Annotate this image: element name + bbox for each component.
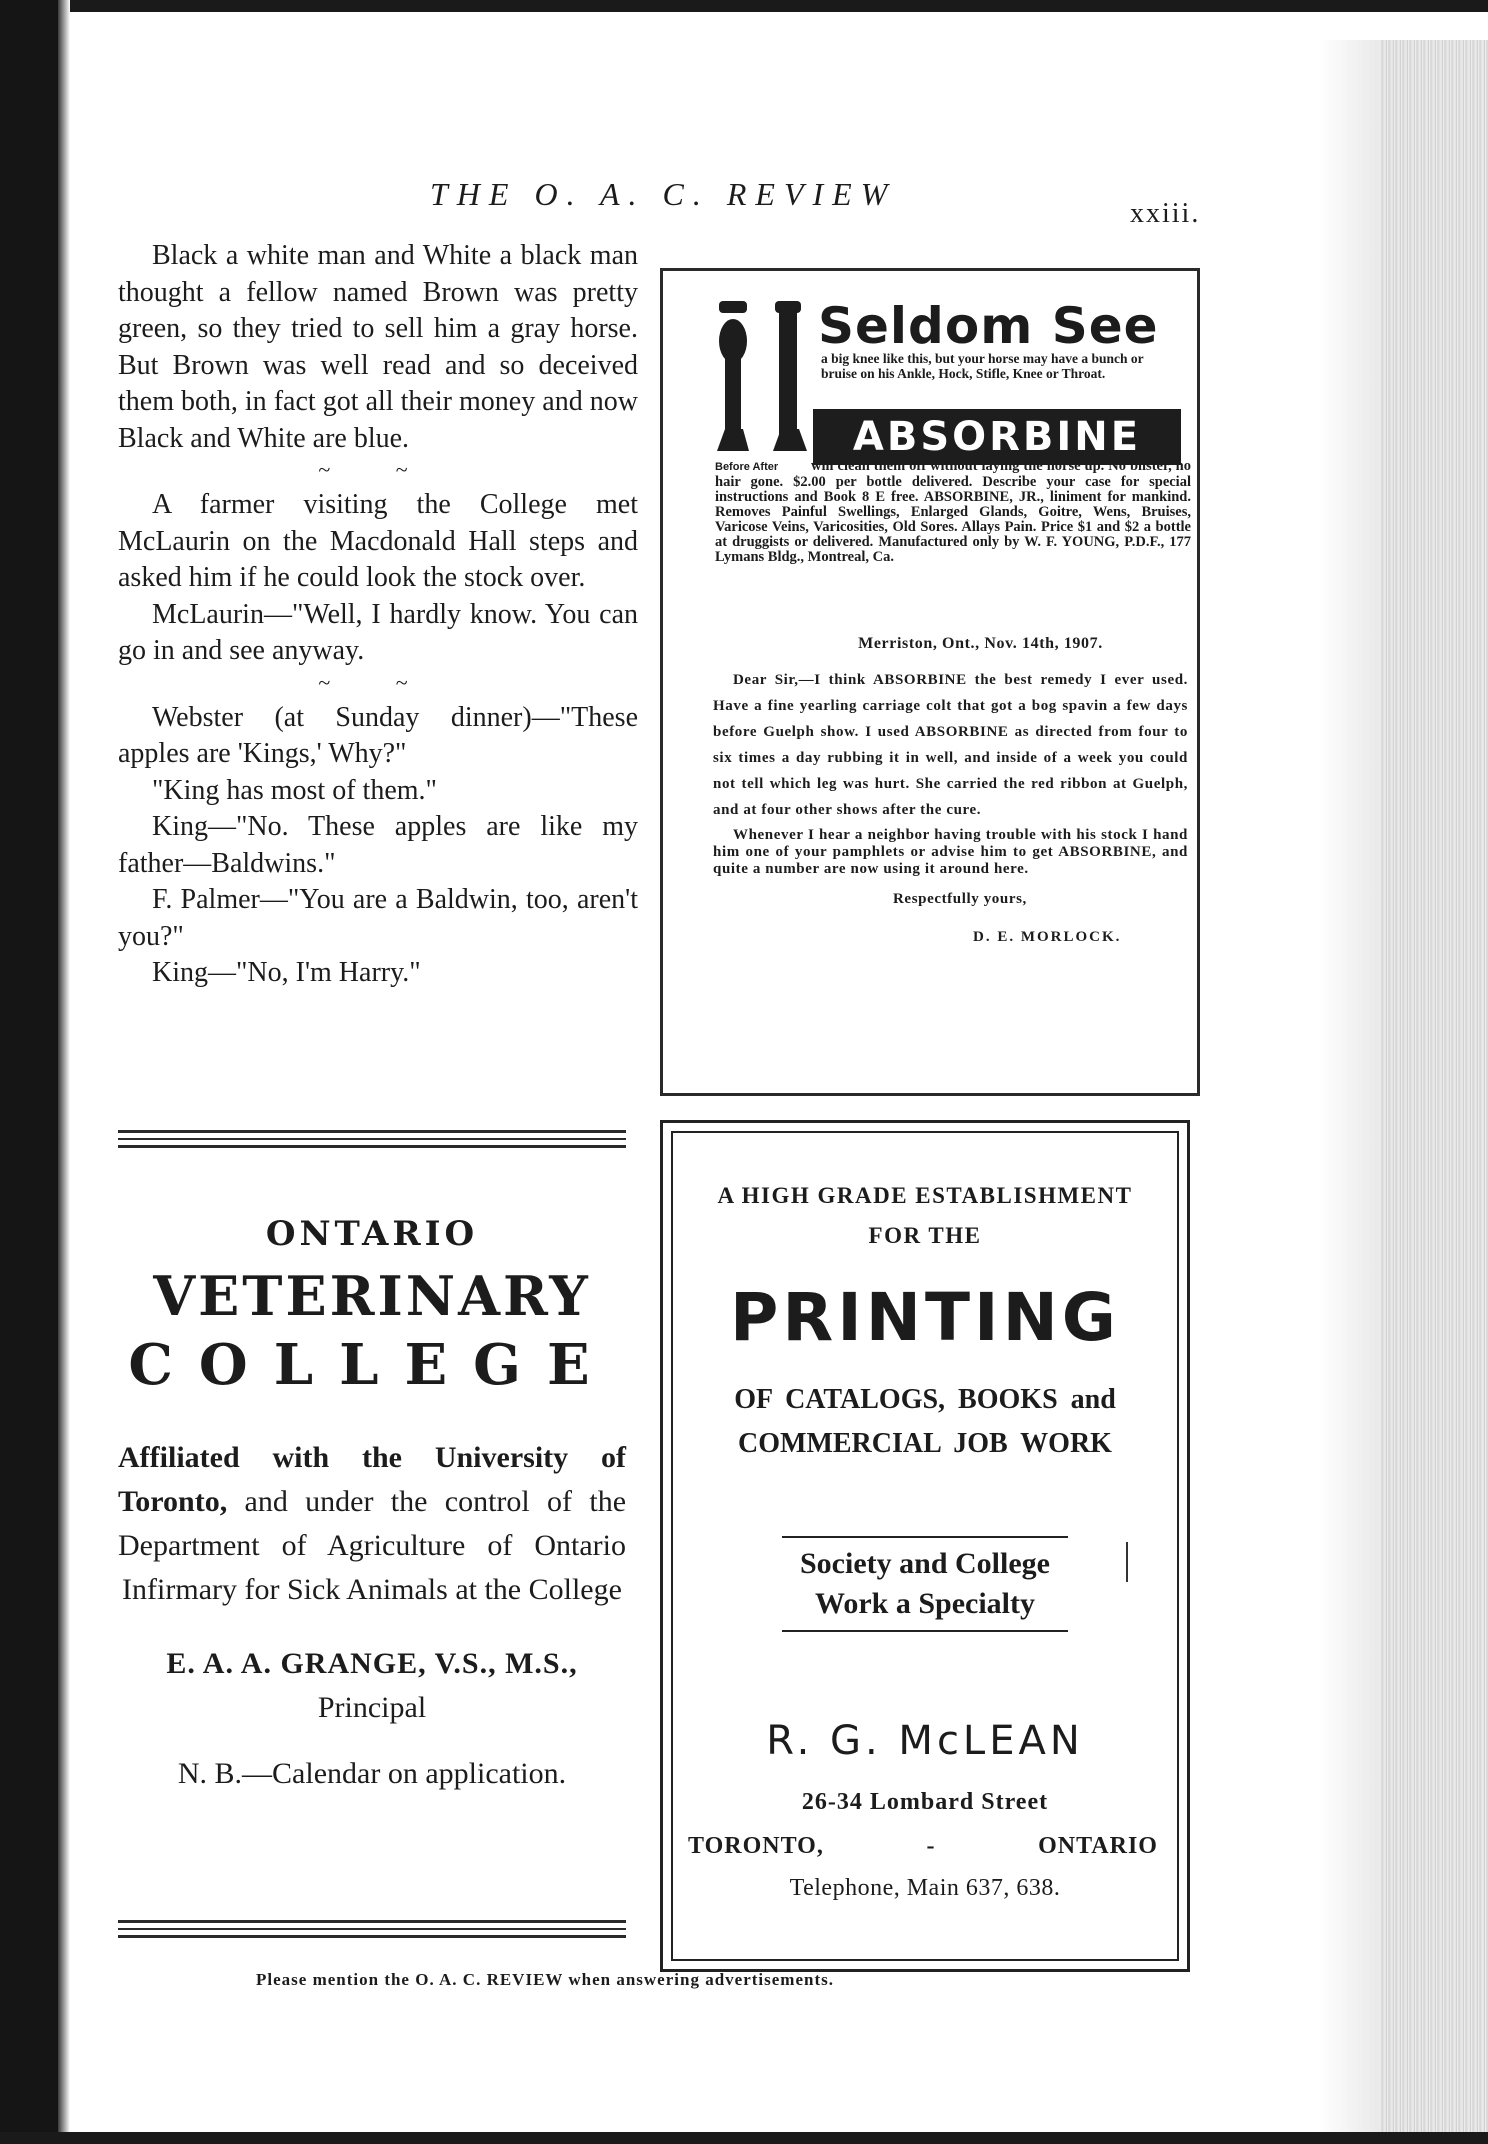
ad-subhead: a big knee like this, but your horse may have a bunch or bruise on his Ankle, Hock, Stifle, Knee or Throat. bbox=[821, 351, 1144, 381]
printing-intro-line: A HIGH GRADE ESTABLISHMENT bbox=[717, 1183, 1133, 1208]
printing-services-line: COMMERCIAL JOB WORK bbox=[738, 1428, 1112, 1459]
printing-intro bbox=[660, 1176, 1190, 1256]
printer-city-row bbox=[660, 1824, 1190, 1868]
printing-specialty-line: Society and College bbox=[800, 1547, 1050, 1580]
joke-paragraph: F. Palmer—"You are a Baldwin, too, aren't you?" bbox=[118, 884, 638, 952]
joke-paragraph: "King has most of them." bbox=[152, 774, 437, 806]
ovc-title-line3: COLLEGE bbox=[128, 1332, 616, 1398]
joke-paragraph: McLaurin—"Well, I hardly know. You can go in and see anyway. bbox=[118, 598, 638, 666]
absorbine-advertisement bbox=[660, 268, 1200, 1096]
before-after-caption: Before After bbox=[715, 461, 779, 473]
ad-body-copy bbox=[715, 459, 1191, 565]
letter-body: Dear Sir,—I think ABSORBINE the best remedy I ever used. Have a fine yearling carriage colt that got a bog spavin a few days before Guelph show. I used ABSORBINE as directed from four to six times a day rubbing it in well, and inside of a week you could not tell which leg was hurt. She carried the red ribbon at Guelph, and at four other shows after the cure. bbox=[713, 672, 1188, 818]
scan-bottom-edge bbox=[0, 2132, 1488, 2144]
page-number: xxiii. bbox=[1130, 198, 1201, 229]
ad-headline: Seldom See bbox=[818, 297, 1159, 355]
printer-street: 26-34 Lombard Street bbox=[801, 1789, 1049, 1815]
ovc-title-line1: ONTARIO bbox=[265, 1214, 479, 1254]
page-stack-shadow bbox=[1318, 40, 1380, 2144]
binding-gradient bbox=[58, 0, 70, 2144]
letter-body: Whenever I hear a neighbor having trouble with his stock I hand him one of your pamphlets or advise him to get ABSORBINE, and quite a number are now using it around here. bbox=[713, 827, 1188, 877]
ad-body-text: will clean them off without laying the horse up. No blister, no hair gone. $2.00 per bottle delivered. Describe your case for special instructions and Book 8 E free. ABSORBINE, JR., liniment for mankind. Removes Painful Swellings, Enlarged Glands, Goitre, Wens, Bruises, Varicose Veins, Varicosities, Old Sores. Allays Pain. Price $1 and $2 a bottle at druggists or delivered. Manufactured only by W. F. YOUNG, P.D.F., 177 Lymans Bldg., Montreal, Ca. bbox=[715, 458, 1191, 565]
ovc-calendar-note: N. B.—Calendar on application. bbox=[177, 1757, 567, 1790]
printing-services-line: OF CATALOGS, BOOKS and bbox=[734, 1384, 1116, 1415]
specialty-rule-bottom bbox=[782, 1630, 1068, 1632]
ovc-principal-title: Principal bbox=[317, 1691, 427, 1724]
footer-note: Please mention the O. A. C. REVIEW when answering advertisements. bbox=[256, 1970, 834, 1989]
joke-paragraph: A farmer visiting the College met McLaurin on the Macdonald Hall steps and asked him if he could look the stock over. bbox=[118, 489, 638, 593]
ovc-affiliation: Affiliated with the University of Toronto, bbox=[118, 1441, 626, 1518]
ovc-principal-name: E. A. A. GRANGE, V.S., M.S., bbox=[166, 1647, 578, 1680]
horse-legs-illustration bbox=[713, 301, 813, 461]
book-binding-shadow bbox=[0, 0, 64, 2144]
ovc-description bbox=[118, 1436, 626, 1612]
ovc-description-text: and under the control of the Department of Agriculture of Ontario Infirmary for Sick Animals at the College bbox=[118, 1485, 627, 1606]
page-stack-edge bbox=[1380, 40, 1488, 2144]
scan-top-edge bbox=[0, 0, 1488, 12]
printing-specialty-line: Work a Specialty bbox=[814, 1587, 1035, 1620]
letter-date: Merriston, Ont., Nov. 14th, 1907. bbox=[858, 635, 1103, 652]
letter-signature: D. E. MORLOCK. bbox=[973, 929, 1122, 945]
section-ornament: ~ ~ bbox=[318, 669, 438, 695]
double-rule-bottom bbox=[118, 1920, 626, 1943]
printing-specialty bbox=[660, 1544, 1190, 1624]
joke-paragraph: King—"No. These apples are like my father—Baldwins." bbox=[118, 811, 638, 879]
jokes-column bbox=[118, 238, 638, 992]
testimonial-letter bbox=[713, 631, 1188, 950]
printing-intro-line: FOR THE bbox=[868, 1223, 982, 1248]
running-head: THE O. A. C. REVIEW bbox=[430, 176, 897, 212]
printer-name: R. G. McLEAN bbox=[766, 1718, 1084, 1764]
printer-phone: Telephone, Main 637, 638. bbox=[789, 1875, 1061, 1901]
joke-paragraph: King—"No, I'm Harry." bbox=[152, 957, 421, 988]
printer-province: ONTARIO bbox=[1038, 1833, 1158, 1859]
city-separator: - bbox=[926, 1833, 936, 1859]
joke-paragraph: Webster (at Sunday dinner)—"These apples are 'Kings,' Why?" bbox=[118, 701, 638, 769]
printing-services bbox=[660, 1378, 1190, 1466]
printing-headline: PRINTING bbox=[730, 1279, 1120, 1356]
printing-advertisement bbox=[660, 1120, 1190, 1908]
ovc-title-line2: VETERINARY bbox=[153, 1264, 591, 1328]
brand-banner: ABSORBINE bbox=[813, 409, 1181, 465]
letter-closing: Respectfully yours, bbox=[893, 891, 1027, 907]
section-ornament: ~ ~ bbox=[318, 457, 438, 482]
ovc-advertisement bbox=[118, 1210, 626, 1796]
specialty-rule-top bbox=[782, 1536, 1068, 1538]
printer-city: TORONTO, bbox=[688, 1833, 824, 1859]
joke-paragraph: Black a white man and White a black man thought a fellow named Brown was pretty green, so they tried to sell him a gray horse. But Brown was well read and so deceived them both, in fact got all their money and now Black and White are blue. bbox=[118, 240, 638, 454]
double-rule-top bbox=[118, 1130, 626, 1153]
